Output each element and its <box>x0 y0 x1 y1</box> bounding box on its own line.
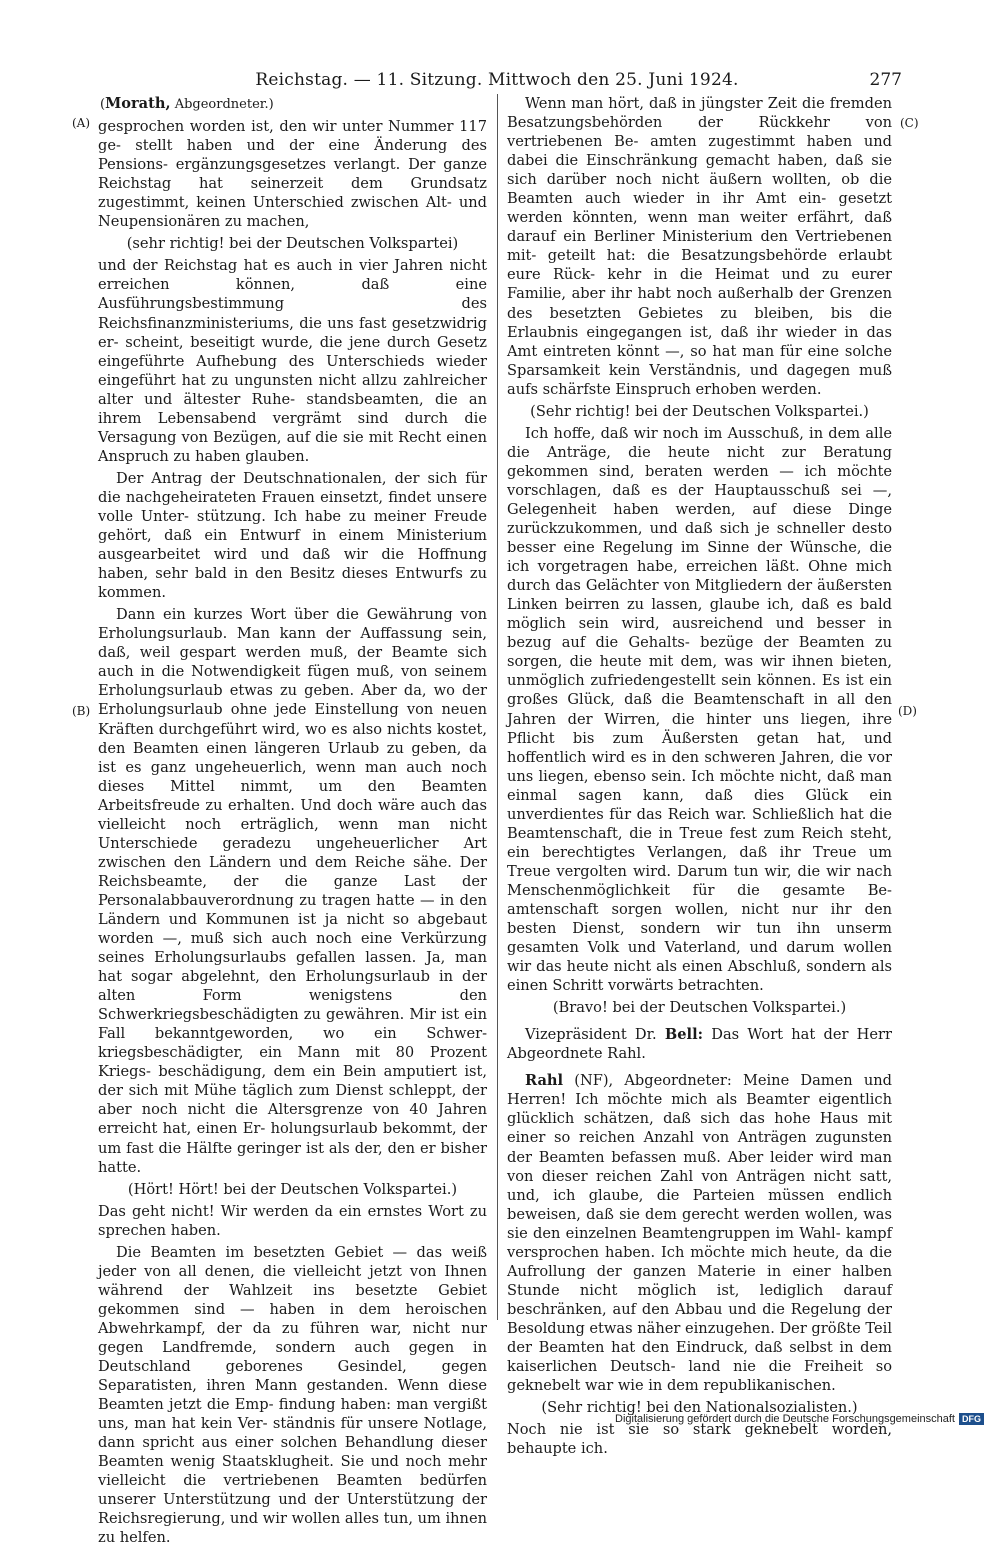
paragraph: Noch nie ist sie so stark geknebelt worden, behaupte ich. <box>507 1421 892 1458</box>
vp-prefix: Vizepräsident Dr. <box>525 1026 657 1044</box>
footer-credit <box>615 1413 984 1425</box>
speaker-continuation: (Morath, Abgeordneter.) <box>100 95 274 112</box>
rahl-speech <box>507 1071 892 1395</box>
interjection: (Hört! Hört! bei der Deutschen Volkspartei.) <box>127 1180 458 1198</box>
rahl-name: Rahl <box>525 1072 564 1090</box>
margin-marker-c: (C) <box>900 116 919 130</box>
running-title: Reichstag. — 11. Sitzung. Mittwoch den 25. Juni 1924. <box>255 70 739 90</box>
speaker-role: Abgeordneter.) <box>174 97 274 112</box>
page-header <box>92 70 902 94</box>
interjection: (Bravo! bei der Deutschen Volkspartei.) <box>552 999 847 1017</box>
paragraph: Das geht nicht! Wir werden da ein ernstes Wort zu sprechen haben. <box>98 1202 487 1239</box>
page-number: 277 <box>869 70 902 90</box>
speaker-name: Morath, <box>105 95 171 112</box>
interjection: (sehr richtig! bei der Deutschen Volkspartei) <box>126 235 459 253</box>
paragraph: Der Antrag der Deutschnationalen, der sich für die nachgeheirateten Frauen einsetzt, findet unsere volle Unter- stützung. Ich habe zu meiner Freude gehört, daß ein Entwurf in einem Ministerium ausgearbeitet wird und daß wir die Hoffnung haben, sehr bald in den Besitz dieses Entwurfs zu kommen. <box>98 469 487 602</box>
interjection: (Sehr richtig! bei den Nationalsozialisten.) <box>541 1399 858 1417</box>
column-divider <box>497 94 498 1320</box>
paragraph: gesprochen worden ist, den wir unter Nummer 117 ge- stellt haben und der eine Änderung des Pensions- ergänzungsgesetzes verlangt. Der ganze Reichstag hat seinerzeit dem Grundsatz zugestimmt, keinen Unterschied zwischen Alt- und Neupensionären zu machen, <box>98 118 487 231</box>
paragraph: Ich hoffe, daß wir noch im Ausschuß, in dem alle die Anträge, die heute nicht zur Beratung gekommen sind, beraten werden — ich möchte vorschlagen, daß es der Hauptausschuß sei —, Gelegenheit haben werden, auf diese Dinge zurückzukommen, und daß sich je schneller desto besser eine Regelung im Sinne der Wünsche, die ich vorgetragen habe, erreichen läßt. Ohne mich durch das Gelächter von Mitgliedern der äußersten Linken beirren zu lassen, glaube ich, daß es bald möglich sein wird, ausreichend und besser in bezug auf die Gehalts- bezüge der Beamten zu sorgen, die heute mit dem, was wir ihnen bieten, unmöglich zufriedengestellt sein können. Es ist ein großes Glück, daß die Beamtenschaft in all den Jahren der Wirren, die hinter uns liegen, ihre Pflicht bis zum Äußersten getan hat, und hoffentlich wird es in den schweren Jahren, die vor uns liegen, ebenso sein. Ich möchte nicht, daß man einmal sagen kann, daß dies Glück ein unverdientes für das Reich war. Schließlich hat die Beamtenschaft, die in Treue fest zum Reich steht, ein berechtigtes Verlangen, daß ihr Treue um Treue vergolten wird. Darum tun wir, die wir nach Menschenmöglichkeit für die gesamte Be- amtenschaft sorgen wollen, nicht nur ihr den besten Dienst, sondern wir tun ihn unserm gesamten Volk und Vaterland, und darum wollen wir das heute nicht als einen Abschluß, sondern als einen Schritt vorwärts betrachten. <box>507 424 892 995</box>
footer-text: Digitalisierung gefördert durch die Deutsche Forschungsgemeinschaft <box>615 1413 955 1425</box>
margin-marker-a: (A) <box>72 116 91 130</box>
right-column <box>507 94 892 1461</box>
dfg-logo: DFG <box>959 1413 984 1425</box>
paragraph: Die Beamten im besetzten Gebiet — das weiß jeder von all denen, die vielleicht jetzt von Ihnen während der Wahlzeit ins besetzte Gebiet gekommen sind — haben in dem heroischen Abwehrkampf, der da zu führen war, nicht nur gegen Landfremde, sondern auch gegen in Deutschland geborenes Gesindel, gegen Separatisten, ihren Mann gestanden. Wenn diese Beamten jetzt die Emp- findung haben: man vergißt uns, man hat kein Ver- ständnis für unsere Notlage, dann spricht aus einer solchen Behandlung dieser Beamten wenig Staatsklugheit. Sie und noch mehr vielleicht die vertriebenen Beamten bedürfen unserer Unterstützung und der Unterstützung der Reichsregierung, und wir wollen alles tun, um ihnen zu helfen. <box>98 1243 487 1547</box>
paragraph: Dann ein kurzes Wort über die Gewährung von Erholungsurlaub. Man kann der Auffassung sein, daß, weil gespart werden muß, der Beamte sich auch in die Notwendigkeit fügen muß, von seinem Erholungsurlaub etwas zu geben. Aber da, wo der Erholungsurlaub ohne jede Einstellung von neuen Kräften durchgeführt wird, wo es also nichts kostet, den Beamten einen längeren Urlaub zu geben, da ist es ganz ungeheuerlich, wenn man auch noch dieses Mittel nimmt, um den Beamten Arbeitsfreude zu erhalten. Und doch wäre auch das vielleicht noch erträglich, wenn man nicht Unterschiede geradezu ungeheuerlicher Art zwischen den Ländern und dem Reiche sähe. Der Reichsbeamte, der die ganze Last der Personalabbauverordnung zu tragen hatte — in den Ländern und Kommunen ist ja nicht so abgebaut worden —, muß sich auch noch eine Verkürzung seines Erholungsurlaubs gefallen lassen. Ja, man hat sogar abgelehnt, den Erholungsurlaub in der alten Form wenigstens den Schwerkriegsbeschädigten zu gewähren. Mir ist ein Fall bekanntgeworden, wo ein Schwer- kriegsbeschädigter, ein Mann mit 80 Prozent Kriegs- beschädigung, dem ein Bein amputiert ist, der sich mit Mühe täglich zum Dienst schleppt, der aber noch nicht die Altersgrenze von 40 Jahren erreicht hat, einen Er- holungsurlaub bekommt, der um fast die Hälfte geringer ist als der, den er bisher hatte. <box>98 606 487 1176</box>
margin-marker-d: (D) <box>898 704 917 718</box>
vp-text: Das Wort hat der Herr Abgeordnete Rahl. <box>507 1026 893 1063</box>
vice-president-statement <box>507 1025 892 1063</box>
left-column <box>98 94 487 1551</box>
paragraph: und der Reichstag hat es auch in vier Jahren nicht erreichen können, daß eine Ausführungsbestimmung des Reichsfinanzministeriums, die uns fast gesetzwidrig er- scheint, beseitigt wurde, die jene durch Gesetz eingeführte Aufhebung des Unterschieds wieder eingeführt hat zu ungunsten nicht allzu zahlreicher alter und ältester Ruhe- standsbeamten, die an ihrem Lebensabend vergrämt sind durch die Versagung von Bezügen, auf die sie mit Recht einen Anspruch zu haben glauben. <box>98 257 487 465</box>
rahl-text: (NF), Abgeordneter: Meine Damen und Herren! Ich möchte mich als Beamter eigentlich glücklich schätzen, daß sich das hohe Haus mit einer so reichen Anzahl von Anträgen zugunsten der Beamten befassen muß. Aber leider wird man von dieser reichen Zahl von Anträgen nicht satt, und, ich glaube, die Parteien müssen endlich beweisen, daß sie dem gerecht werden wollen, was sie den einzelnen Beamtengruppen im Wahl- kampf versprochen haben. Ich möchte mich heute, da die Aufrollung der ganzen Materie in einer halben Stunde nicht möglich ist, lediglich darauf beschränken, auf den Abbau und die Regelung der Besoldung etwas näher einzugehen. Der größte Teil der Beamten hat den Eindruck, daß selbst in dem kaiserlichen Deutsch- land nie die Freiheit so geknebelt war wie in dem republikanischen. <box>507 1072 892 1395</box>
paragraph: Wenn man hört, daß in jüngster Zeit die fremden Besatzungsbehörden der Rückkehr von vertriebenen Be- amten zugestimmt haben und dabei die Einschränkung gemacht haben, daß sie sich darüber noch nicht äußern wollten, ob die Beamten auch wieder in ihr Amt ein- gesetzt werden könnten, wenn man weiter erfährt, daß darauf ein Berliner Ministerium den Vertriebenen mit- geteilt hat: die Besatzungsbehörde erlaubt eure Rück- kehr in die Heimat und zu eurer Familie, aber ihr habt noch außerhalb der Grenzen des besetzten Gebietes zu bleiben, bis die Erlaubnis eingegangen ist, daß ihr wieder in das Amt eintreten könnt —, so hat man für eine solche Sparsamkeit kein Verständnis, und dagegen muß aufs schärfste Einspruch erhoben werden. <box>507 95 892 398</box>
vp-name: Bell: <box>664 1026 704 1044</box>
interjection: (Sehr richtig! bei der Deutschen Volkspartei.) <box>530 402 869 420</box>
margin-marker-b: (B) <box>72 704 91 718</box>
